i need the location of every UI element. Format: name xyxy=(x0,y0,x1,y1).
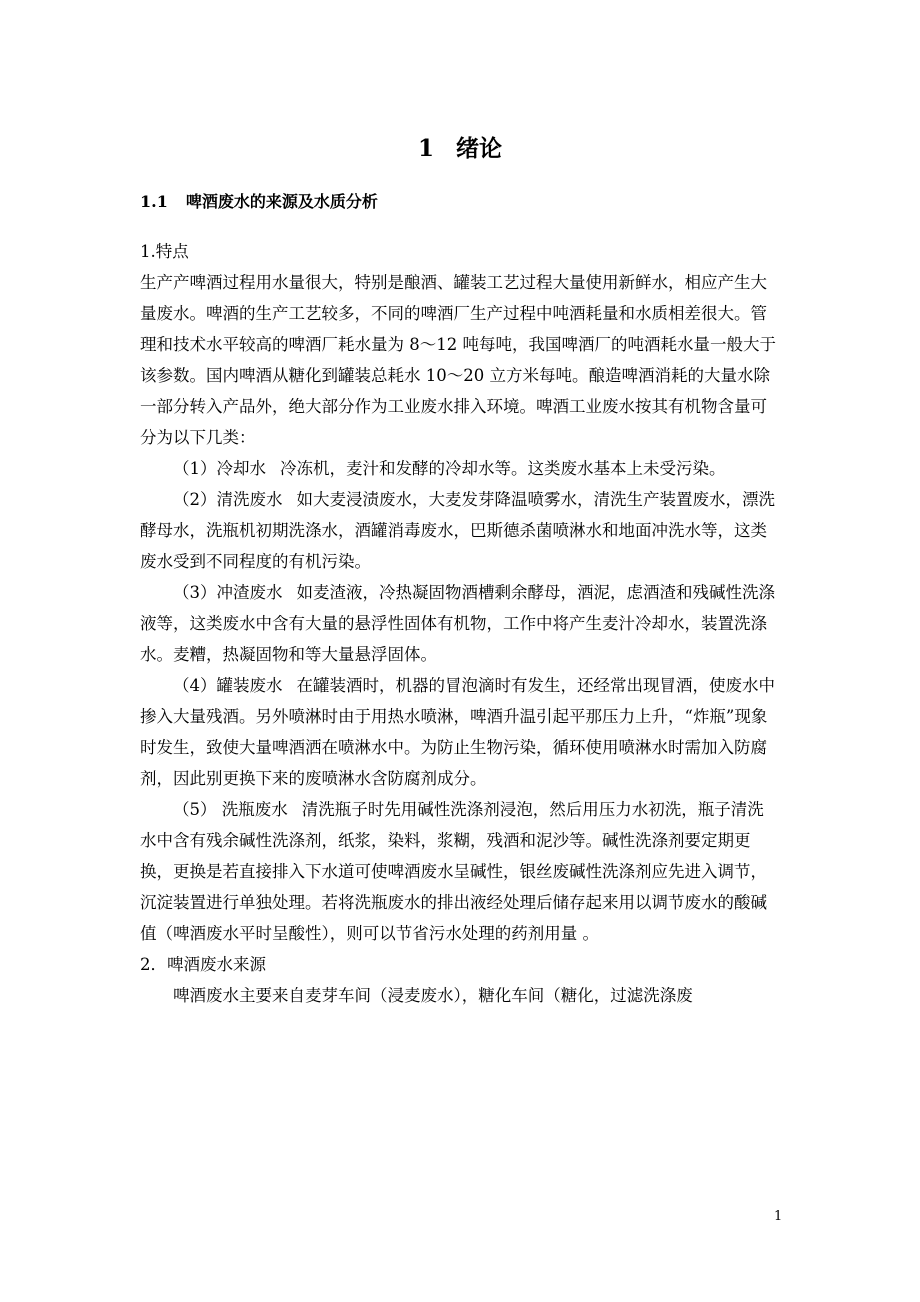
item-label: （1）冷却水 xyxy=(173,459,266,478)
source-heading: 2．啤酒废水来源 xyxy=(140,955,266,974)
item-label: （5） 洗瓶废水 xyxy=(173,800,288,819)
item-text: 如大麦浸渍废水，大麦发芽降温喷雾水，清洗生产装置废水，漂洗酵母水，洗瓶机初期洗涤水，酒罐消毒废水，巴斯德杀菌喷淋水和地面冲洗水等，这类废水受到不同程度的有机污染。 xyxy=(140,490,775,571)
chapter-title-text: 绪论 xyxy=(456,135,502,162)
section-title-text: 啤酒废水的来源及水质分析 xyxy=(185,192,378,211)
item-text: 在罐装酒时，机器的冒泡滴时有发生，还经常出现冒酒，使废水中掺入大量残酒。另外喷淋时由于用热水喷淋，啤酒升温引起平那压力上升，“炸瓶”现象时发生，致使大量啤酒洒在喷淋水中。为防止生物污染，循环使用喷淋水时需加入防腐剂，因此别更换下来的废喷淋水含防腐剂成分。 xyxy=(140,676,775,788)
chapter-title xyxy=(0,132,920,166)
chapter-number: 1 xyxy=(417,135,434,162)
list-item xyxy=(140,577,780,670)
page-number: 1 xyxy=(774,1209,783,1224)
list-item xyxy=(140,484,780,577)
item-label: （2）清洗废水 xyxy=(173,490,283,509)
item-label: （4）罐装废水 xyxy=(173,676,283,695)
source-paragraph: 啤酒废水主要来自麦芽车间（浸麦废水），糖化车间（糖化，过滤洗涤废 xyxy=(173,986,693,1005)
list-item xyxy=(140,794,780,949)
section-title xyxy=(140,190,378,214)
section-number: 1.1 xyxy=(140,192,168,211)
item-text: 冷冻机，麦汁和发酵的冷却水等。这类废水基本上未受污染。 xyxy=(280,459,726,478)
body-text xyxy=(140,236,780,1011)
item-label: （3）冲渣废水 xyxy=(173,583,283,602)
list-item xyxy=(140,453,780,484)
intro-heading: 1.特点 xyxy=(140,242,189,261)
list-item xyxy=(140,670,780,794)
intro-paragraph: 生产产啤酒过程用水量很大，特别是酿酒、罐装工艺过程大量使用新鲜水，相应产生大量废水。啤酒的生产工艺较多，不同的啤酒厂生产过程中吨酒耗量和水质相差很大。管理和技术水平较高的啤酒厂耗水量为 8～12 吨每吨，我国啤酒厂的吨酒耗水量一般大于该参数。国内啤酒从糖化到罐装总耗水 10～20 立方米每吨。酿造啤酒消耗的大量水除一部分转入产品外，绝大部分作为工业废水排入环境。啤酒工业废水按其有机物含量可分为以下几类： xyxy=(140,273,776,447)
item-text: 清洗瓶子时先用碱性洗涤剂浸泡，然后用压力水初洗，瓶子清洗水中含有残余碱性洗涤剂，纸浆，染料，浆糊，残酒和泥沙等。碱性洗涤剂要定期更换，更换是若直接排入下水道可使啤酒废水呈碱性，银丝废碱性洗涤剂应先进入调节，沉淀装置进行单独处理。若将洗瓶废水的排出液经处理后储存起来用以调节废水的酸碱值（啤酒废水平时呈酸性），则可以节省污水处理的药剂用量 。 xyxy=(140,800,767,943)
item-text: 如麦渣液，冷热凝固物酒槽剩余酵母，酒泥，虑酒渣和残碱性洗涤液等，这类废水中含有大量的悬浮性固体有机物，工作中将产生麦汁冷却水，装置洗涤水。麦糟，热凝固物和等大量悬浮固体。 xyxy=(140,583,775,664)
